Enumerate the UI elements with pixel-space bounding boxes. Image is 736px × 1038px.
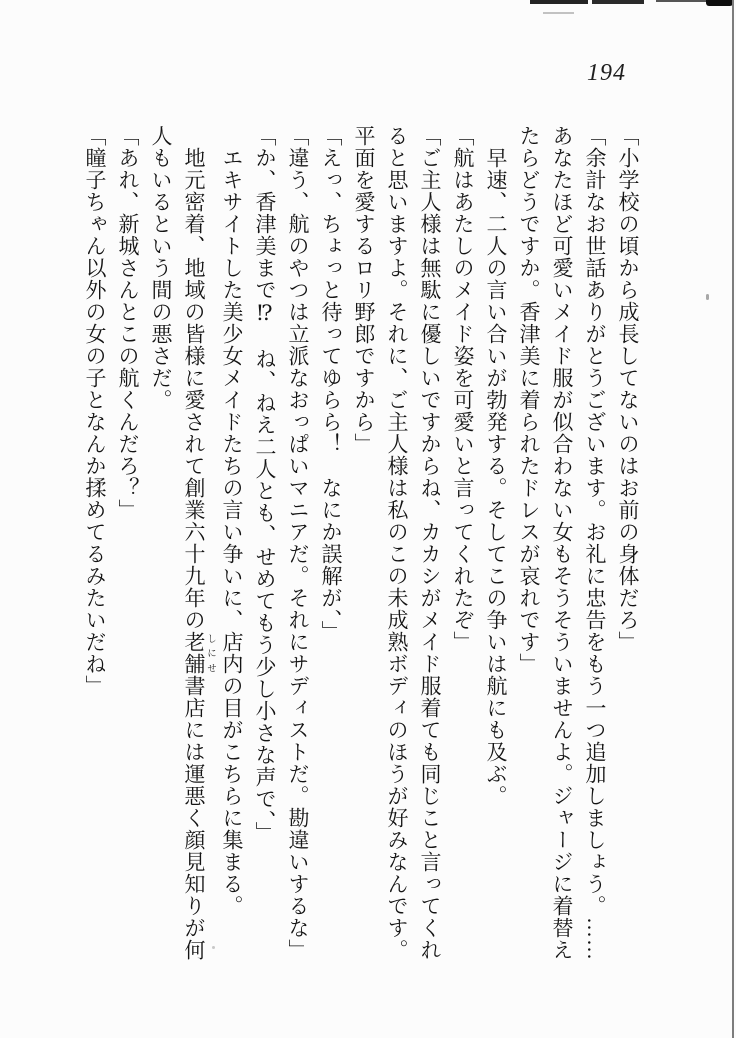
text-column-2: 「余計なお世話ありがとうございます。お礼に忠告をもう一つ追加しましょう。…… bbox=[583, 125, 607, 961]
text-column-16: 「あれ、新城さんとこの航くんだろ？」 bbox=[116, 125, 140, 521]
text-column-1: 「小学校の頃から成長してないのはお前の身体だろ」 bbox=[616, 125, 640, 653]
text-segment: 書店には運悪く顔見知りが何 bbox=[182, 675, 206, 961]
text-column-14 bbox=[177, 125, 215, 981]
ruby-base: 老舗 bbox=[182, 631, 206, 675]
text-column-17: 「瞳子ちゃん以外の女の子となんか揉めてるみたいだね」 bbox=[83, 125, 107, 697]
scan-artifact-blob bbox=[706, 0, 733, 6]
scan-speck bbox=[706, 294, 709, 300]
ruby-text: しにせ bbox=[205, 631, 215, 675]
text-segment: 地元密着、地域の皆様に愛されて創業六十九年の bbox=[182, 125, 206, 631]
text-column-8: ると思いますよ。それに、ご主人様は私のこの未成熟ボディのほうが好みなんです。 bbox=[385, 125, 409, 961]
text-column-3: あなたほど可愛いメイド服が似合わない女もそうそういませんよ。ジャージに着替え bbox=[550, 125, 574, 961]
scan-artifact-bar bbox=[592, 0, 644, 4]
text-column-15: 人もいるという間の悪さだ。 bbox=[149, 125, 173, 411]
scan-artifact-faint-line bbox=[543, 12, 574, 14]
text-column-4: たらどうですか。香津美に着られたドレスが哀れです」 bbox=[517, 125, 541, 675]
page-edge-line bbox=[732, 0, 734, 1038]
page-number: 194 bbox=[587, 60, 626, 86]
furigana-ruby bbox=[182, 631, 215, 675]
text-column-11: 「違う、航のやつは立派なおっぱいマニアだ。それにサディストだ。勘違いするな」 bbox=[286, 125, 310, 961]
scan-artifact-bar bbox=[530, 0, 588, 4]
text-column-10: 「えっ、ちょっと待ってゆらら！ なにか誤解が、」 bbox=[319, 125, 343, 643]
text-column-6: 「航はあたしのメイド姿を可愛いと言ってくれたぞ」 bbox=[451, 125, 475, 653]
text-block bbox=[83, 125, 644, 981]
text-column-13: エキサイトした美少女メイドたちの言い争いに、店内の目がこちらに集まる。 bbox=[220, 125, 244, 917]
text-column-12: 「か、香津美まで⁉ ね、ねえ二人とも、せめてもう少し小さな声で、」 bbox=[253, 125, 277, 844]
text-column-5: 早速、二人の言い合いが勃発する。そしてこの争いは航にも及ぶ。 bbox=[484, 125, 508, 807]
text-column-9: 平面を愛するロリ野郎ですから」 bbox=[352, 125, 376, 455]
text-column-7: 「ご主人様は無駄に優しいですからね、カカシがメイド服着ても同じこと言ってくれ bbox=[418, 125, 442, 961]
